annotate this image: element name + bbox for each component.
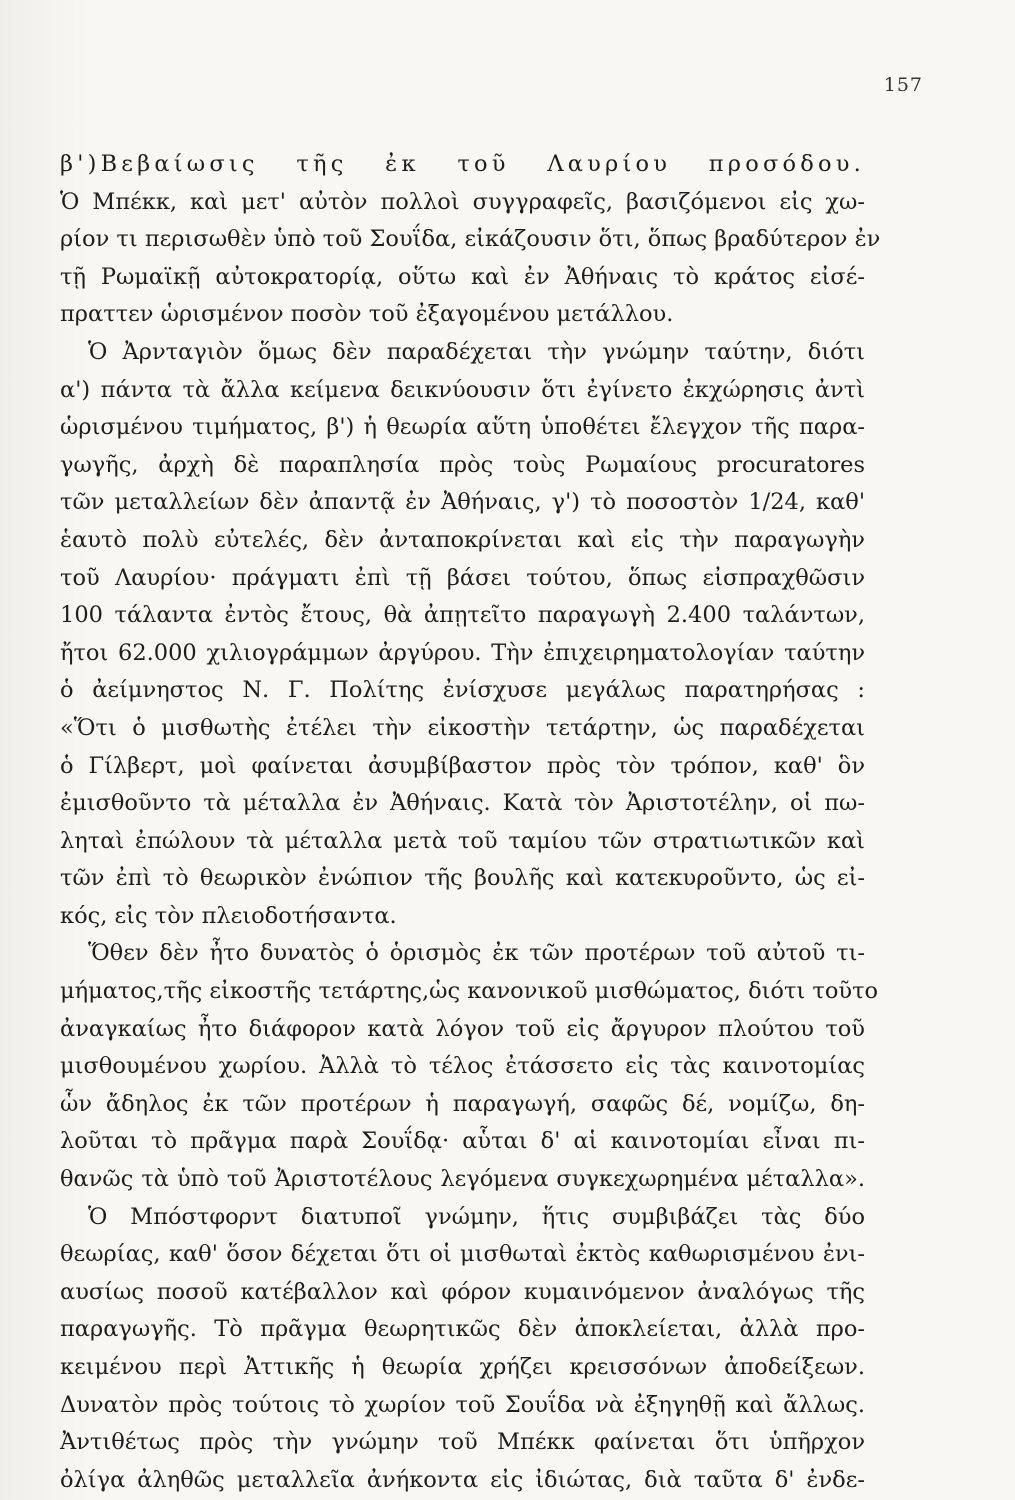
text-line: κός, εἰς τὸν πλειοδοτήσαντα. bbox=[60, 902, 397, 929]
text-line: ἀναγκαίως ἦτο διάφορον κατὰ λόγον τοῦ εἰς ἄργυρον πλούτου τοῦ bbox=[60, 1015, 865, 1042]
text-line: ρίον τι περισωθὲν ὑπὸ τοῦ Σουΐδα, εἰκάζουσιν ὅτι, ὅπως βραδύτερον ἐν bbox=[60, 226, 881, 253]
text-line: θανῶς τὰ ὑπὸ τοῦ Ἀριστοτέλους λεγόμενα συγκεχωρημένα μέταλλα». bbox=[60, 1166, 865, 1193]
text-line: ἐμισθοῦντο τὰ μέταλλα ἐν Ἀθήναις. Κατὰ τὸν Ἀριστοτέλην, οἱ πω- bbox=[60, 790, 865, 817]
text-line: α') πάντα τὰ ἄλλα κείμενα δεικνύουσιν ὅτι ἐγίνετο ἐκχώρησις ἀντὶ bbox=[60, 376, 865, 403]
text-line: παραγωγῆς. Τὸ πρᾶγμα θεωρητικῶς δὲν ἀποκλείεται, ἀλλὰ προ- bbox=[60, 1316, 865, 1343]
page-number: 157 bbox=[883, 74, 923, 96]
text-line: μήματος,τῆς εἰκοστῆς τετάρτης,ὡς κανονικοῦ μισθώματος, διότι τοῦτο bbox=[60, 978, 879, 1005]
text-line: ληταὶ ἐπώλουν τὰ μέταλλα μετὰ τοῦ ταμίου τῶν στρατιωτικῶν καὶ bbox=[60, 827, 865, 854]
text-line: Ὁ Ἀρνταγιὸν ὅμως δὲν παραδέχεται τὴν γνώμην ταύτην, διότι bbox=[88, 338, 865, 365]
text-line: τῇ Ρωμαϊκῇ αὐτοκρατορίᾳ, οὕτω καὶ ἐν Ἀθήναις τὸ κράτος εἰσέ- bbox=[60, 263, 865, 290]
text-line: ὀλίγα ἀληθῶς μεταλλεῖα ἀνήκοντα εἰς ἰδιώτας, διὰ ταῦτα δ' ἐνδε- bbox=[60, 1466, 865, 1493]
text-line: ὁ ἀείμνηστος Ν. Γ. Πολίτης ἐνίσχυσε μεγάλως παρατηρήσας : bbox=[60, 677, 865, 704]
text-line: ἤτοι 62.000 χιλιογράμμων ἀργύρου. Τὴν ἐπιχειρηματολογίαν ταύτην bbox=[60, 639, 865, 666]
text-line: ἑαυτὸ πολὺ εὐτελές, δὲν ἀνταποκρίνεται καὶ εἰς τὴν παραγωγὴν bbox=[60, 526, 865, 553]
text-line: 100 τάλαντα ἐντὸς ἔτους, θὰ ἀπῃτεῖτο παραγωγὴ 2.400 ταλάντων, bbox=[60, 602, 865, 629]
text-line: Ὅθεν δὲν ἦτο δυνατὸς ὁ ὁρισμὸς ἐκ τῶν προτέρων τοῦ αὐτοῦ τι- bbox=[88, 940, 865, 967]
text-line: ὁ Γίλβερτ, μοὶ φαίνεται ἀσυμβίβαστον πρὸς τὸν τρόπον, καθ' ὃν bbox=[60, 752, 865, 779]
text-line: Ἀντιθέτως πρὸς τὴν γνώμην τοῦ Μπέκκ φαίνεται ὅτι ὑπῆρχον bbox=[60, 1429, 865, 1456]
text-line: αυσίως ποσοῦ κατέβαλλον καὶ φόρον κυμαινόμενον ἀναλόγως τῆς bbox=[60, 1278, 865, 1305]
text-line: θεωρίας, καθ' ὅσον δέχεται ὅτι οἱ μισθωταὶ ἐκτὸς καθωρισμένου ἐνι- bbox=[60, 1241, 865, 1268]
text-line: μισθουμένου χωρίου. Ἀλλὰ τὸ τέλος ἐτάσσετο εἰς τὰς καινοτομίας bbox=[60, 1053, 865, 1080]
text-line: Δυνατὸν πρὸς τούτοις τὸ χωρίον τοῦ Σουΐδα νὰ ἐξηγηθῇ καὶ ἄλλως. bbox=[60, 1391, 865, 1418]
text-line: λοῦται τὸ πρᾶγμα παρὰ Σουΐδᾳ· αὗται δ' αἱ καινοτομίαι εἶναι πι- bbox=[60, 1128, 865, 1155]
text-line: Ὁ Μπέκκ, καὶ μετ' αὐτὸν πολλοὶ συγγραφεῖς, βασιζόμενοι εἰς χω- bbox=[60, 188, 865, 215]
text-line: ὡρισμένου τιμήματος, β') ἡ θεωρία αὕτη ὑποθέτει ἔλεγχον τῆς παρα- bbox=[60, 414, 865, 441]
text-line: γωγῆς, ἀρχὴ δὲ παραπλησία πρὸς τοὺς Ρωμαίους procuratores bbox=[60, 451, 865, 478]
text-line: τοῦ Λαυρίου· πράγματι ἐπὶ τῇ βάσει τούτου, ὅπως εἰσπραχθῶσιν bbox=[60, 564, 865, 591]
text-line: τῶν ἐπὶ τὸ θεωρικὸν ἐνώπιον τῆς βουλῆς καὶ κατεκυροῦντο, ὡς εἰ- bbox=[60, 865, 865, 892]
text-line: Ὁ Μπόστφορντ διατυποῖ γνώμην, ἥτις συμβιβάζει τὰς δύο bbox=[88, 1203, 865, 1230]
text-line: κειμένου περὶ Ἀττικῆς ἡ θεωρία χρήζει κρεισσόνων ἀποδείξεων. bbox=[60, 1354, 865, 1380]
text-line: τῶν μεταλλείων δὲν ἀπαντᾷ ἐν Ἀθήναις, γ') τὸ ποσοστὸν 1/24, καθ' bbox=[60, 489, 865, 516]
text-line: πραττεν ὡρισμένον ποσὸν τοῦ ἐξαγομένου μετάλλου. bbox=[60, 301, 674, 328]
body-text bbox=[60, 146, 881, 1499]
section-heading: β')Βεβαίωσις τῆς ἐκ τοῦ Λαυρίου προσόδου. bbox=[60, 151, 865, 177]
text-line: ὧν ἄδηλος ἐκ τῶν προτέρων ἡ παραγωγή, σαφῶς δέ, νομίζω, δη- bbox=[60, 1090, 865, 1117]
text-line: «Ὅτι ὁ μισθωτὴς ἐτέλει τὴν εἰκοστὴν τετάρτην, ὡς παραδέχεται bbox=[60, 714, 865, 741]
